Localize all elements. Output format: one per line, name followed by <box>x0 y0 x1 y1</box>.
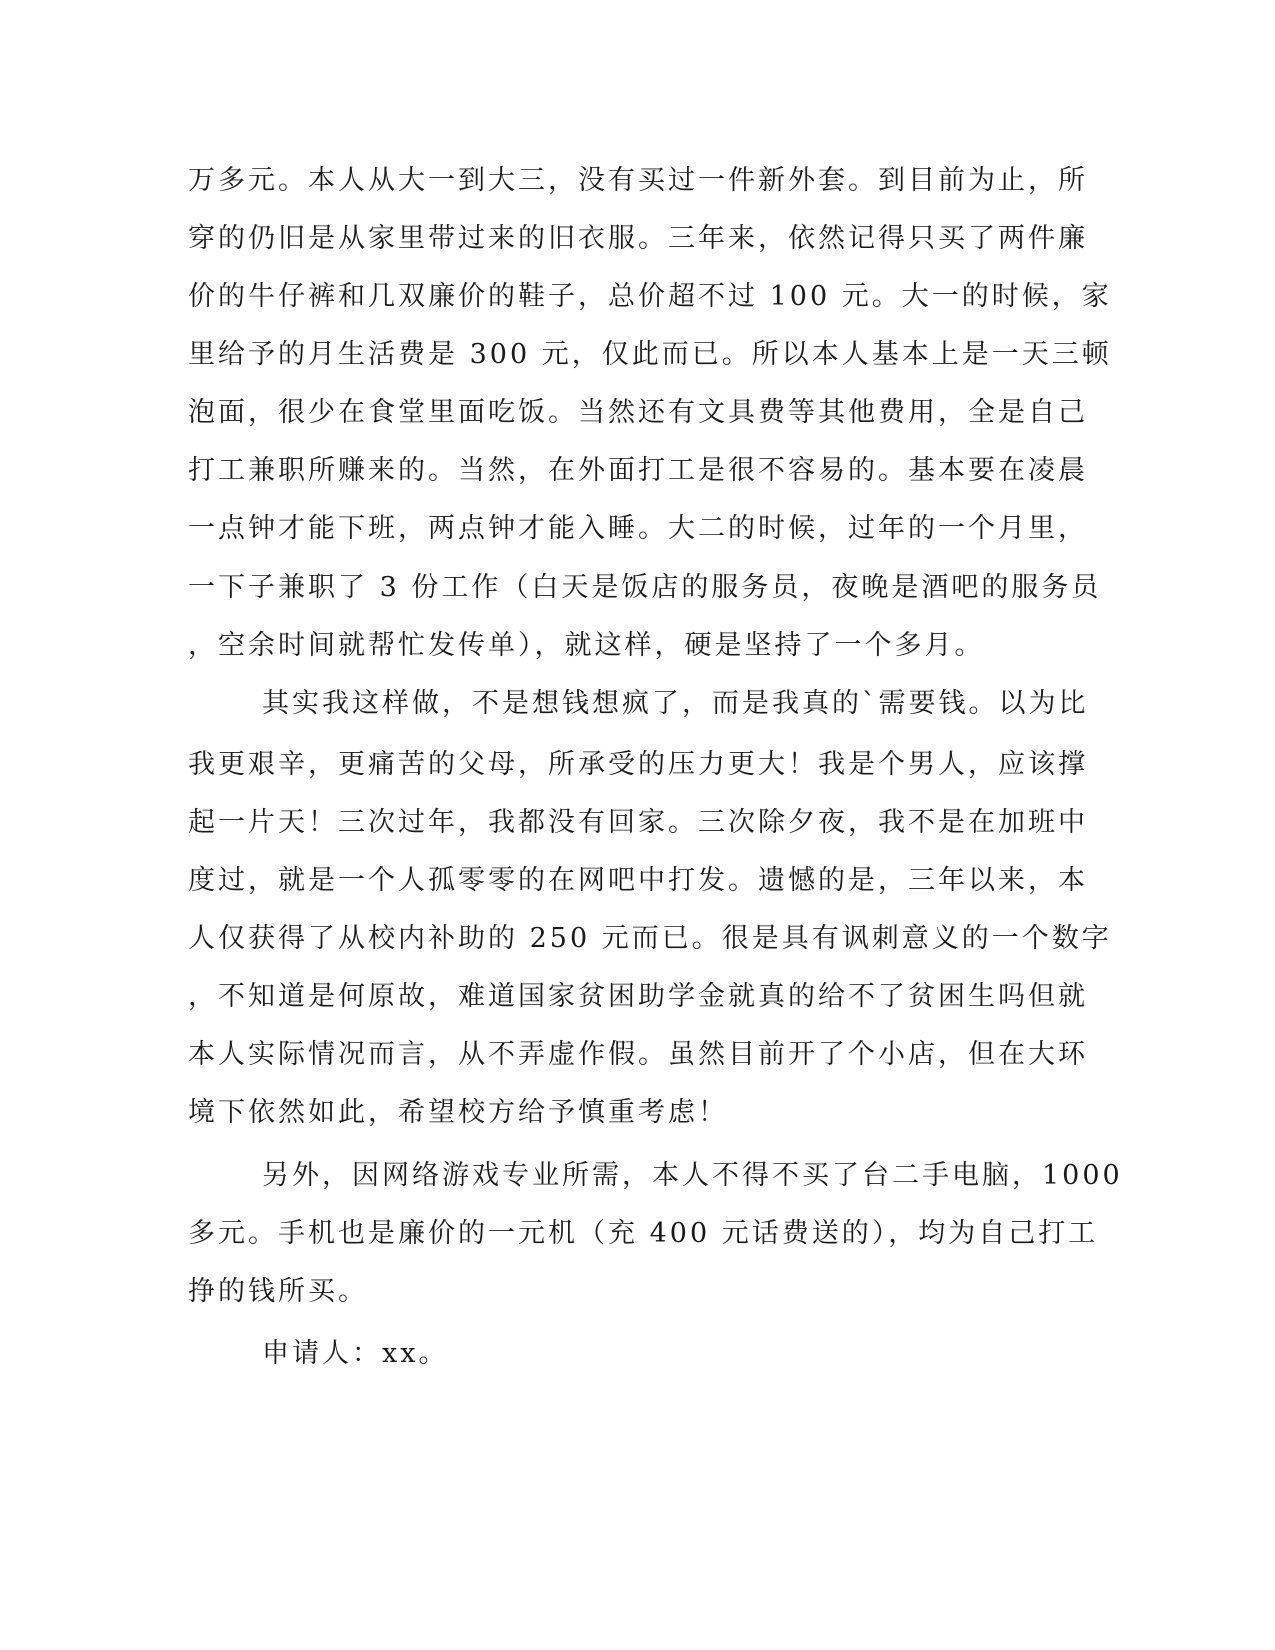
text-line: 人仅获得了从校内补助的 250 元而已。很是具有讽刺意义的一个数字 <box>188 923 1112 954</box>
text-line: 本人实际情况而言，从不弄虚作假。虽然目前开了个小店，但在大环 <box>188 1039 1088 1070</box>
text-line: 度过，就是一个人孤零零的在网吧中打发。遗憾的是，三年以来，本 <box>188 865 1088 896</box>
text-line: ，空余时间就帮忙发传单），就这样，硬是坚持了一个多月。 <box>188 630 985 661</box>
text-line: 起一片天！三次过年，我都没有回家。三次除夕夜，我不是在加班中 <box>188 807 1088 838</box>
text-line: 一下子兼职了 3 份工作（白天是饭店的服务员，夜晚是酒吧的服务员 <box>188 572 1102 603</box>
text-line: 万多元。本人从大一到大三，没有买过一件新外套。到目前为止，所 <box>188 165 1088 196</box>
applicant-signature-line: 申请人：xx。 <box>262 1338 449 1369</box>
paragraph-start-line: 其实我这样做，不是想钱想疯了，而是我真的`需要钱。以为比 <box>262 688 1089 719</box>
text-line: 穿的仍旧是从家里带过来的旧衣服。三年来，依然记得只买了两件廉 <box>188 223 1088 254</box>
text-line: 里给予的月生活费是 300 元，仅此而已。所以本人基本上是一天三顿 <box>188 339 1112 370</box>
text-line: 挣的钱所买。 <box>188 1276 368 1307</box>
text-line: ，不知道是何原故，难道国家贫困助学金就真的给不了贫困生吗但就 <box>188 981 1088 1012</box>
paragraph-start-line: 另外，因网络游戏专业所需，本人不得不买了台二手电脑，1000 <box>262 1160 1123 1191</box>
text-line: 境下依然如此，希望校方给予慎重考虑！ <box>188 1097 728 1128</box>
text-line: 打工兼职所赚来的。当然，在外面打工是很不容易的。基本要在凌晨 <box>188 455 1088 486</box>
text-line: 价的牛仔裤和几双廉价的鞋子，总价超不过 100 元。大一的时候，家 <box>188 281 1112 312</box>
text-line: 一点钟才能下班，两点钟才能入睡。大二的时候，过年的一个月里， <box>188 513 1088 544</box>
text-line: 泡面，很少在食堂里面吃饭。当然还有文具费等其他费用，全是自己 <box>188 397 1088 428</box>
text-line: 我更艰辛，更痛苦的父母，所承受的压力更大！我是个男人，应该撑 <box>188 749 1088 780</box>
text-line: 多元。手机也是廉价的一元机（充 400 元话费送的），均为自己打工 <box>188 1218 1099 1249</box>
